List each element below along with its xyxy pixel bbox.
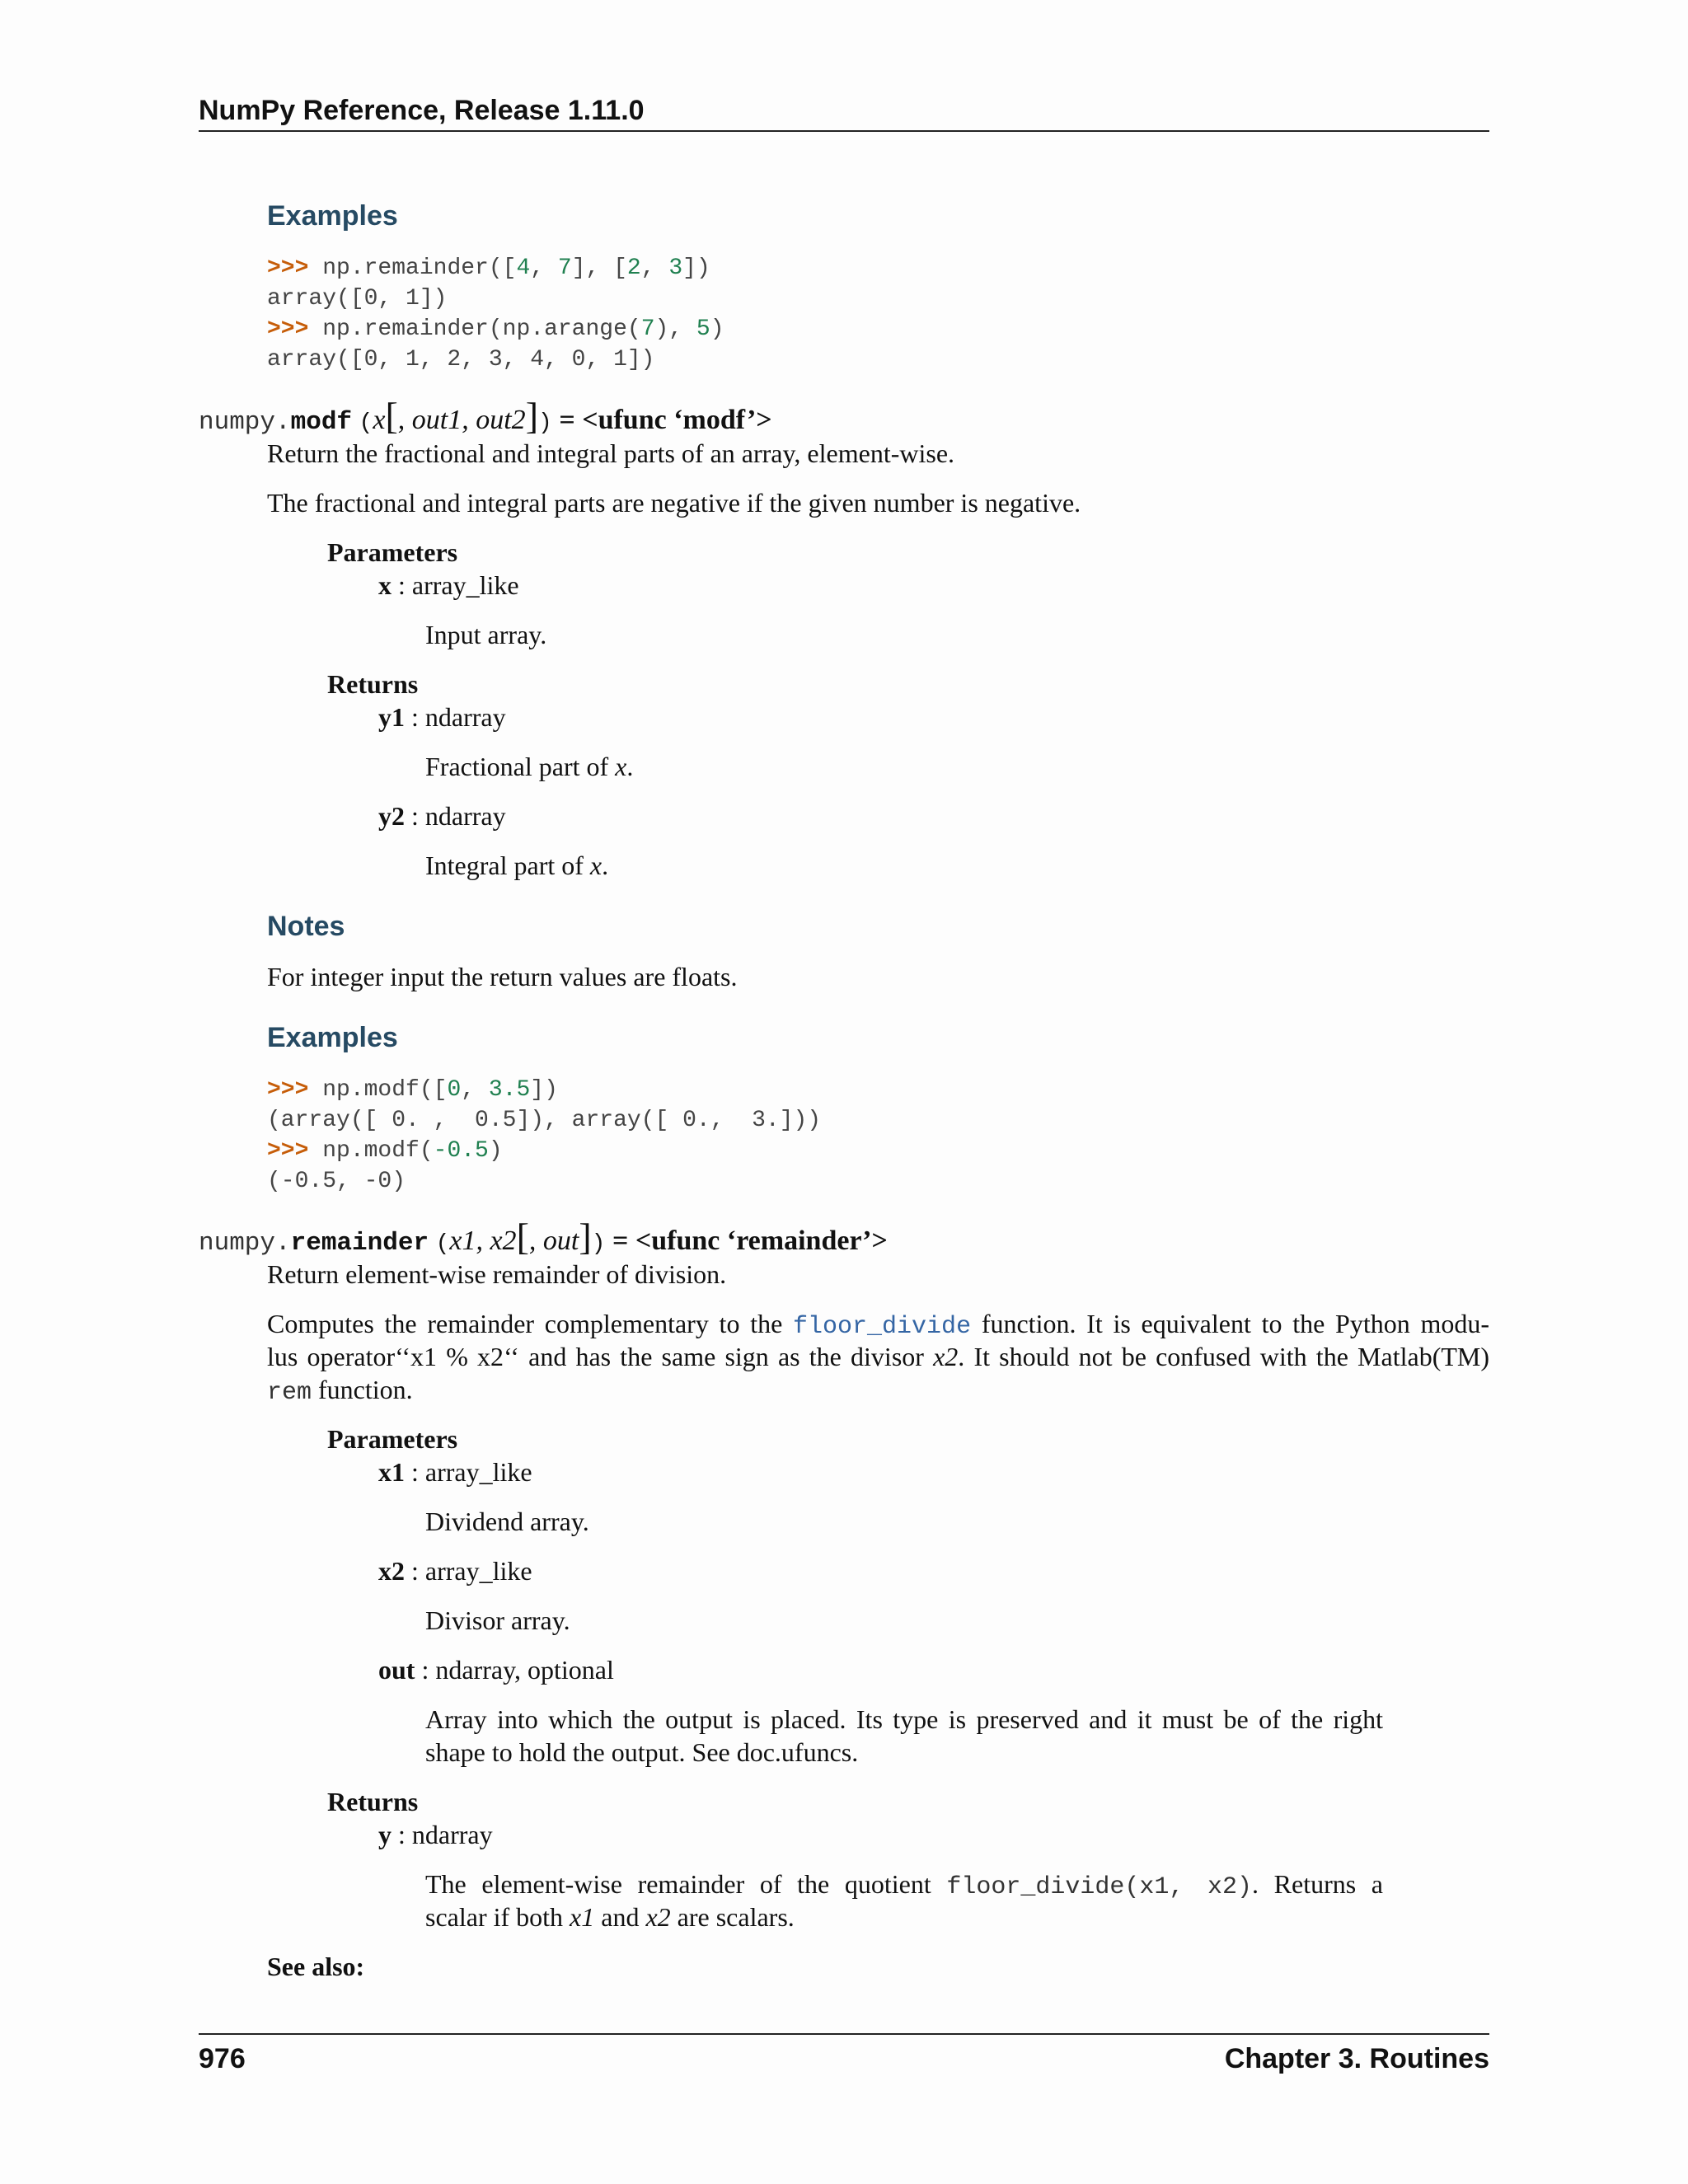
modf-param-x: x : array_like <box>378 570 519 600</box>
page-number: 976 <box>199 2043 246 2074</box>
remainder-parameters-label: Parameters <box>327 1424 458 1454</box>
header-rule <box>199 130 1489 132</box>
remainder-param-out-desc-line-2: shape to hold the output. See doc.ufuncs. <box>425 1737 859 1767</box>
remainder-return-y-desc-line-2: scalar if both x1 and x2 are scalars. <box>425 1902 795 1932</box>
signature-module: numpy <box>199 1229 276 1258</box>
modf-return-y2: y2 : ndarray <box>378 801 506 831</box>
remainder-description-line-2: lus operator‘‘x1 % x2‘‘ and has the same sign as the divisor x2. It should not be confused with the Matlab(TM) <box>267 1342 1490 1371</box>
remainder-param-x1: x1 : array_like <box>378 1457 532 1487</box>
signature-function-name: remainder <box>290 1229 429 1258</box>
running-footer <box>199 2041 1489 2077</box>
code-line: array([0, 1]) <box>267 286 448 312</box>
signature-optional-args: , out1, out2 <box>397 405 526 435</box>
signature-optional-args: , out <box>528 1226 579 1256</box>
remainder-param-out-desc-line-1: Array into which the output is placed. Its type is preserved and it must be of the right <box>425 1704 1383 1734</box>
code-line: >>> np.remainder(np.arange(7), 5) <box>267 316 724 342</box>
remainder-description-line-3: rem function. <box>267 1375 413 1407</box>
signature-args: x1, x2 <box>449 1226 517 1256</box>
remainder-description-line-1: Computes the remainder complementary to the floor_divide function. It is equivalent to the Python modu- <box>267 1309 1490 1341</box>
code-block-modf-examples <box>267 1075 821 1197</box>
code-line: >>> np.remainder([4, 7], [2, 3]) <box>267 255 710 281</box>
remainder-param-x2-desc: Divisor array. <box>425 1605 570 1635</box>
footer-rule <box>199 2033 1489 2035</box>
modf-param-x-desc: Input array. <box>425 620 547 649</box>
remainder-param-x2: x2 : array_like <box>378 1556 532 1586</box>
floor-divide-link[interactable]: floor_divide <box>793 1313 972 1341</box>
modf-signature: numpy.modf (x[, out1, out2]) = <ufunc ‘modf’> <box>199 395 772 437</box>
signature-ufunc-repr: = <ufunc ‘modf’> <box>559 405 772 435</box>
signature-module: numpy <box>199 408 276 437</box>
remainder-summary: Return element-wise remainder of division. <box>267 1259 727 1289</box>
modf-return-y2-desc: Integral part of x. <box>425 851 609 880</box>
modf-summary: Return the fractional and integral parts of an array, element-wise. <box>267 438 955 468</box>
remainder-param-out: out : ndarray, optional <box>378 1655 614 1685</box>
code-line: >>> np.modf(-0.5) <box>267 1138 503 1164</box>
remainder-param-x1-desc: Dividend array. <box>425 1507 589 1536</box>
code-line: >>> np.modf([0, 3.5]) <box>267 1077 558 1103</box>
modf-notes-heading: Notes <box>267 911 345 942</box>
signature-function-name: modf <box>290 408 353 437</box>
modf-description: The fractional and integral parts are negative if the given number is negative. <box>267 488 1081 518</box>
running-header: NumPy Reference, Release 1.11.0 <box>199 95 645 126</box>
signature-arg: x <box>373 405 386 435</box>
modf-notes-text: For integer input the return values are floats. <box>267 962 738 991</box>
code-line: (-0.5, -0) <box>267 1169 406 1194</box>
modf-returns-label: Returns <box>327 669 419 699</box>
remainder-return-y-desc-line-1: The element-wise remainder of the quotient floor_divide(x1, x2). Returns a <box>425 1869 1384 1901</box>
see-also-label: See also: <box>267 1952 365 1981</box>
examples-heading: Examples <box>267 200 398 232</box>
code-line: array([0, 1, 2, 3, 4, 0, 1]) <box>267 347 655 373</box>
modf-examples-heading: Examples <box>267 1022 398 1053</box>
modf-return-y1-desc: Fractional part of x. <box>425 752 634 781</box>
code-line: (array([ 0. , 0.5]), array([ 0., 3.])) <box>267 1108 822 1133</box>
signature-ufunc-repr: = <ufunc ‘remainder’> <box>612 1226 888 1256</box>
remainder-return-y: y : ndarray <box>378 1820 493 1849</box>
remainder-returns-label: Returns <box>327 1787 419 1816</box>
modf-parameters-label: Parameters <box>327 537 458 567</box>
remainder-signature: numpy.remainder (x1, x2[, out]) = <ufunc ‘remainder’> <box>199 1216 888 1258</box>
modf-return-y1: y1 : ndarray <box>378 702 506 732</box>
code-block-remainder-examples <box>267 253 724 375</box>
chapter-title: Chapter 3. Routines <box>1224 2043 1489 2074</box>
